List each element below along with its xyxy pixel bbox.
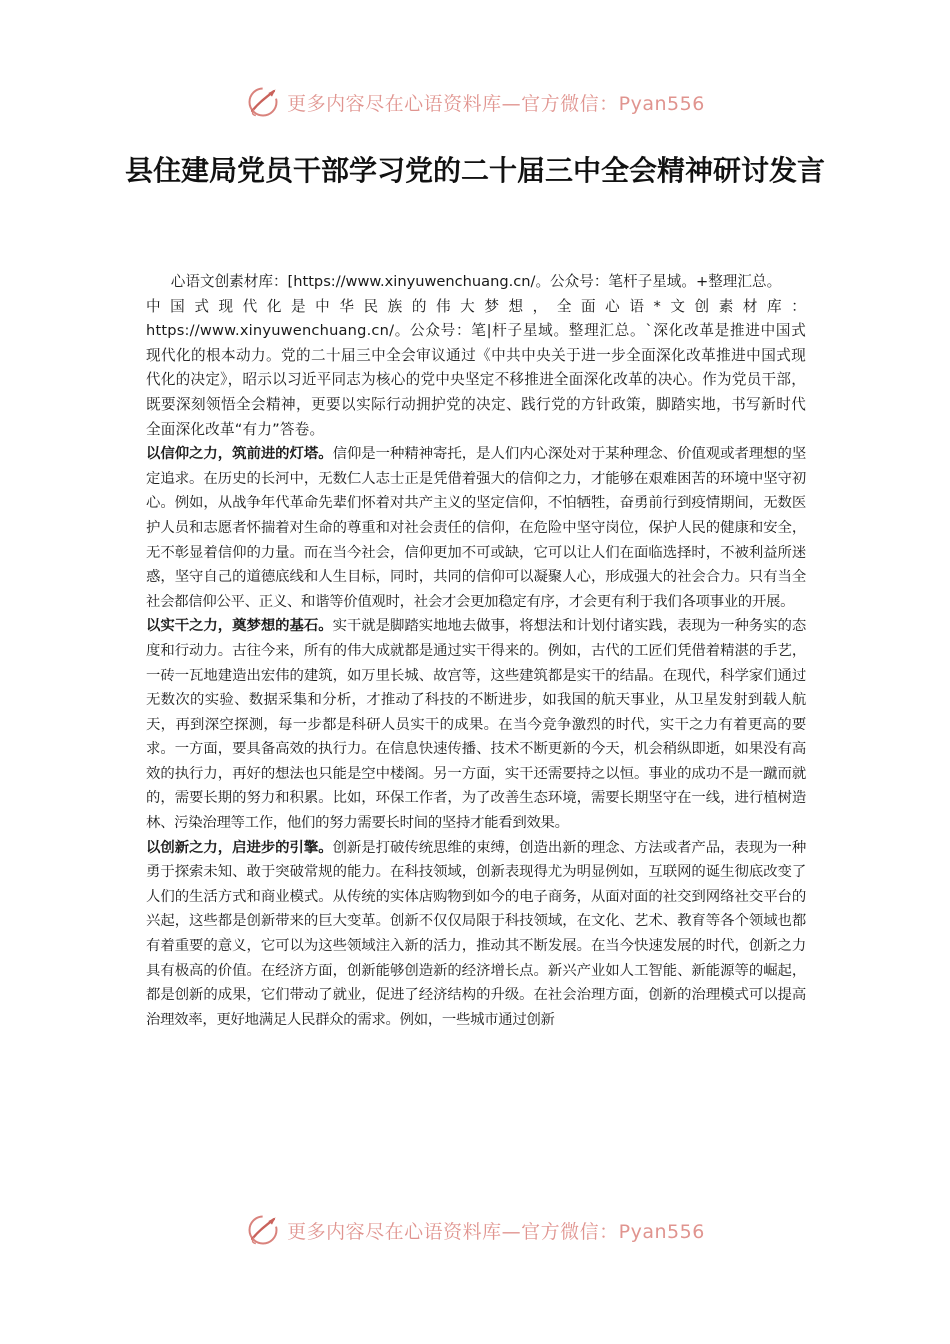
watermark-text: 更多内容尽在心语资料库—官方微信：Pyan556: [287, 92, 705, 115]
pen-nib-swirl-icon: [245, 1212, 281, 1248]
intro-paragraph: 中国式现代化是中华民族的伟大梦想，全面心语*文创素材库：https://www.xinyuwenchuang.cn/。公众号：笔|杆子星域。整理汇总。`深化改革是推进中国式现代化的根本动力。党的二十届三中全会审议通过《中共中央关于进一步全面深化改革推进中国式现代化的决定》，昭示以习近平同志为核心的党中央坚定不移推进全面深化改革的决心。作为党员干部，既要深刻领悟全会精神，更要以实际行动拥护党的决定、践行党的方针政策，脚踏实地，书写新时代全面深化改革“有力”答卷。: [146, 297, 806, 438]
header-watermark: [0, 80, 950, 124]
section-paragraph: [146, 836, 806, 1033]
pen-nib-swirl-icon: [245, 84, 281, 120]
section-heading: 以信仰之力，筑前进的灯塔。: [146, 446, 333, 463]
document-body: [146, 270, 806, 1032]
section-body: 信仰是一种精神寄托，是人们内心深处对于某种理念、价值观或者理想的坚定追求。在历史的长河中，无数仁人志士正是凭借着强大的信仰之力，才能够在艰难困苦的环境中坚守初心。例如，从战争年代革命先辈们怀着对共产主义的坚定信仰，不怕牺牲，奋勇前行到疫情期间，无数医护人员和志愿者怀揣着对生命的尊重和对社会责任的信仰，在危险中坚守岗位，保护人民的健康和安全，无不彰显着信仰的力量。而在当今社会，信仰更加不可或缺，它可以让人们在面临选择时，不被利益所迷惑，坚守自己的道德底线和人生目标，同时，共同的信仰可以凝聚人心，形成强大的社会合力。只有当全社会都信仰公平、正义、和谐等价值观时，社会才会更加稳定有序，才会更有利于我们各项事业的开展。: [146, 446, 806, 610]
watermark-text: 更多内容尽在心语资料库—官方微信：Pyan556: [287, 1220, 705, 1243]
section-paragraph: [146, 442, 806, 614]
section-body: 创新是打破传统思维的束缚，创造出新的理念、方法或者产品，表现为一种勇于探索未知、敢于突破常规的能力。在科技领域，创新表现得尤为明显例如，互联网的诞生彻底改变了人们的生活方式和商业模式。从传统的实体店购物到如今的电子商务，从面对面的社交到网络社交平台的兴起，这些都是创新带来的巨大变革。创新不仅仅局限于科技领域，在文化、艺术、教育等各个领域也都有着重要的意义，它可以为这些领域注入新的活力，推动其不断发展。在当今快速发展的时代，创新之力具有极高的价值。在经济方面，创新能够创造新的经济增长点。新兴产业如人工智能、新能源等的崛起，都是创新的成果，它们带动了就业，促进了经济结构的升级。在社会治理方面，创新的治理模式可以提高治理效率，更好地满足人民群众的需求。例如，一些城市通过创新: [146, 839, 806, 1028]
section-heading: 以创新之力，启进步的引擎。: [146, 839, 333, 856]
source-line: 心语文创素材库：[https://www.xinyuwenchuang.cn/。公众号：笔杆子星域。+整理汇总。: [170, 273, 782, 290]
document-title: 县住建局党员干部学习党的二十届三中全会精神研讨发言: [124, 154, 825, 187]
section-paragraph: [146, 614, 806, 835]
section-body: 实干就是脚踏实地地去做事，将想法和计划付诸实践，表现为一种务实的态度和行动力。古往今来，所有的伟大成就都是通过实干得来的。例如，古代的工匠们凭借着精湛的手艺，一砖一瓦地建造出宏伟的建筑，如万里长城、故宫等，这些建筑都是实干的结晶。在现代，科学家们通过无数次的实验、数据采集和分析，才推动了科技的不断进步，如我国的航天事业，从卫星发射到载人航天，再到深空探测，每一步都是科研人员实干的成果。在当今竞争激烈的时代，实干之力有着更高的要求。一方面，要具备高效的执行力。在信息快速传播、技术不断更新的今天，机会稍纵即逝，如果没有高效的执行力，再好的想法也只能是空中楼阁。另一方面，实干还需要持之以恒。事业的成功不是一蹴而就的，需要长期的努力和积累。比如，环保工作者，为了改善生态环境，需要长期坚守在一线，进行植树造林、污染治理等工作，他们的努力需要长时间的坚持才能看到效果。: [146, 618, 806, 832]
footer-watermark: [0, 1208, 950, 1252]
section-heading: 以实干之力，奠梦想的基石。: [146, 618, 333, 635]
